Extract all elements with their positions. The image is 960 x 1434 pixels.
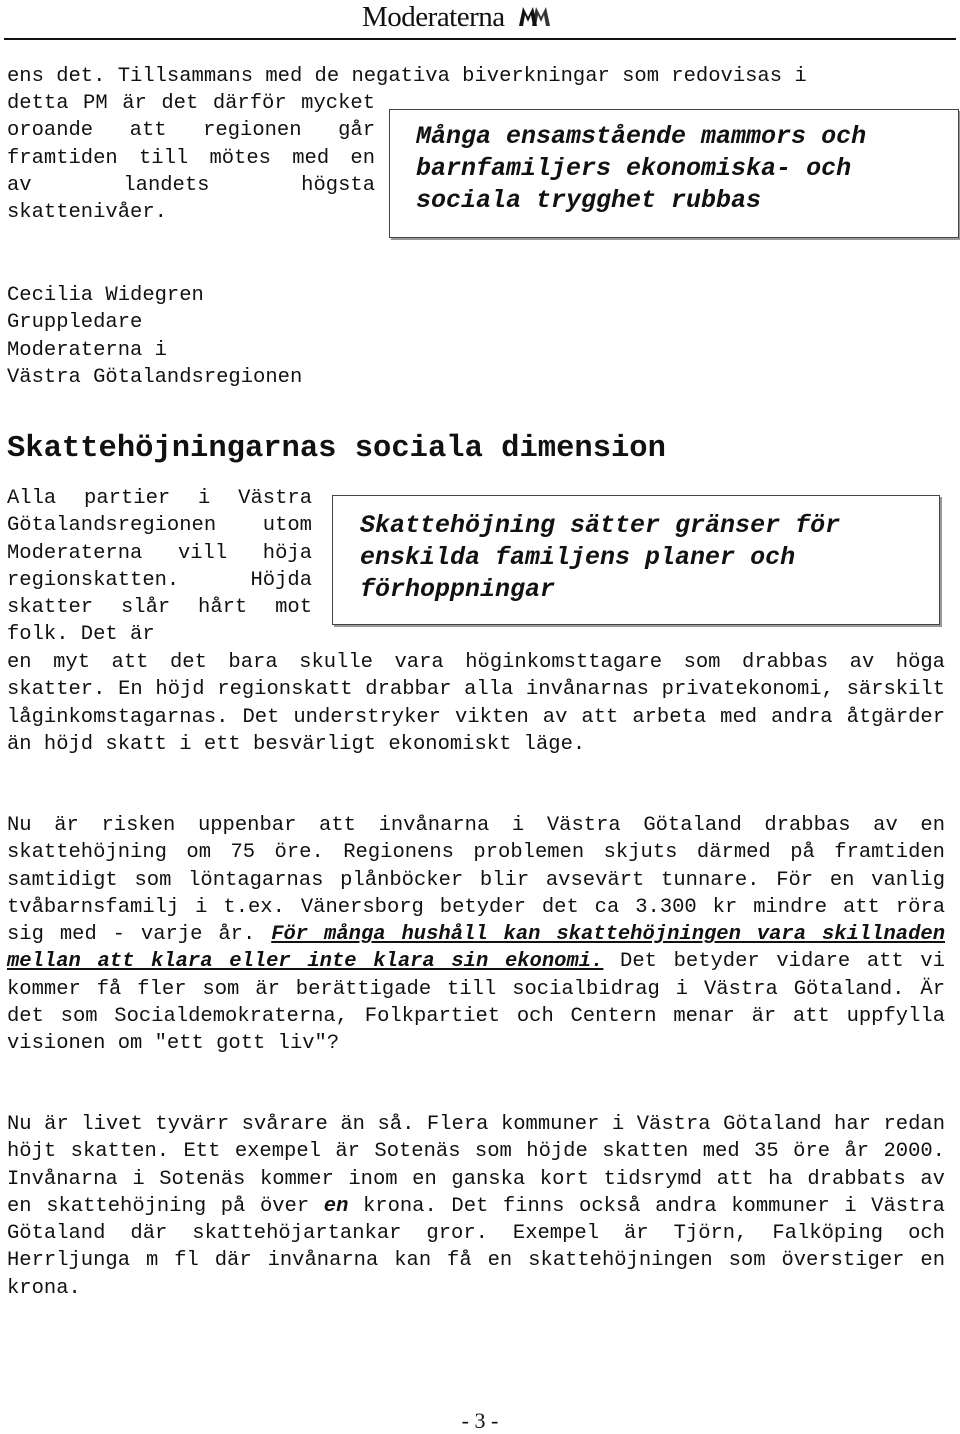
paragraph-text: Det betyder vidare att vi kommer få fler som är berättigade till socialbidrag i Västra Götaland. Är det som Socialdemokraterna, Folkpartiet och Centern menar är att uppfylla visionen om "ett gott liv"? [7,950,945,1056]
section-heading: Skattehöjningarnas sociala dimension [7,432,666,466]
paragraph-text: Nu är risken uppenbar att invånarna i Västra Götaland drabbas av en skattehöjning om 75 öre. Regionens problemen skjuts därmed på framtiden samtidigt som löntagarnas plånböcker blir avsevärt tunnare. För en vanlig tvåbarnsfamilj i t.ex. Vänersborg betyder det ca 3.300 kr mindre att röra sig med - varje år. [7,814,945,947]
author-region: Västra Götalandsregionen [7,365,303,389]
header-rule [4,38,956,40]
pull-quote-text: Många ensamstående mammors och barnfamiljers ekonomiska- och sociala trygghet rubbas [416,122,867,215]
party-logo-icon [517,4,551,28]
intro-first-line: ens det. Tillsammans med de negativa biverkningar som redovisas i [7,65,807,88]
pull-quote-box [332,495,940,625]
page-header [0,0,960,38]
brand-wordmark: Moderaterna [362,1,505,33]
paragraph-risk [7,812,945,1058]
pull-quote-text: Skattehöjning sätter gränser för enskilda familjens planer och förhoppningar [360,511,841,604]
paragraph-continued: en myt att det bara skulle vara höginkomsttagare som drabbas av höga skatter. En höjd regionskatt drabbar alla invånarnas privatekonomi, särskilt låginkomstagarnas. Det understryker vikten av att arbeta med andra åtgärder än höjd skatt i ett besvärligt ekonomiskt läge. [7,651,945,756]
author-signature [7,282,407,391]
pull-quote-box [389,109,959,238]
paragraph-text: krona. Det finns också andra kommuner i Västra Götaland där skattehöjartankar gror. Exempel är Tjörn, Falköping och Herrljunga m fl där invånarna kan få en skattehöjningen som överstiger en krona. [7,1194,945,1300]
paragraph-municipalities [7,1111,945,1302]
intro-paragraph: detta PM är det därför mycket oroande att regionen går framtiden till mötes med en av landets högsta skattenivåer. [7,92,375,225]
paragraph-intro-narrow: Alla partier i Västra Götalandsregionen utom Moderaterna vill höja regionskatten. Höjda skatter slår hårt mot folk. Det är [7,487,312,647]
author-name: Cecilia Widegren [7,284,204,307]
emphasized-word: en [323,1194,349,1218]
paragraph-text: Nu är livet tyvärr svårare än så. Flera kommuner i Västra Götaland har redan höjt skatten. Ett exempel är Sotenäs som höjde skatten med 35 öre år 2000. Invånarna i Sotenäs kommer inom en ganska kort tidsrymd att ha drabbats av en skattehöjning på över [7,1113,945,1218]
author-role: Gruppledare [7,311,143,335]
highlighted-statement: För många hushåll kan skattehöjningen vara skillnaden mellan att klara eller inte klara sin ekonomi. [7,923,945,974]
author-party: Moderaterna i [7,338,167,362]
page-number: - 3 - [461,1408,499,1433]
